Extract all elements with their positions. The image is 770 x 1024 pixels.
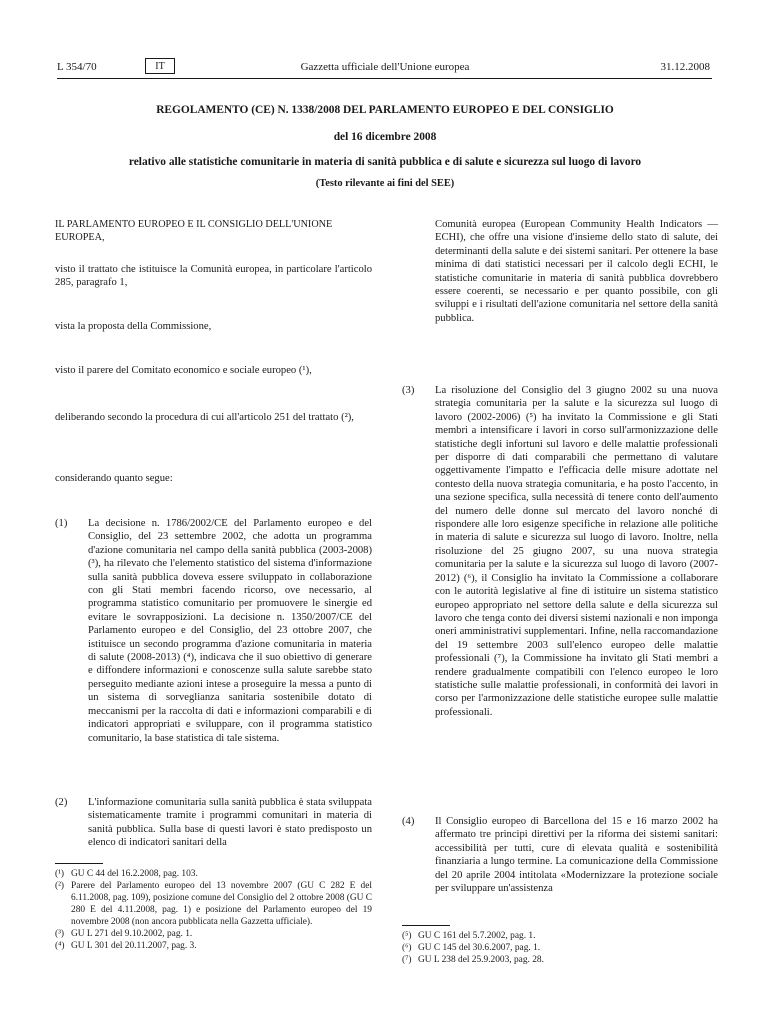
eea-relevance-note: (Testo rilevante ai fini del SEE) xyxy=(315,178,455,189)
recital-2-continued xyxy=(402,218,718,325)
whereas-intro: considerando quanto segue: xyxy=(55,473,173,484)
regulation-subject: relativo alle statistiche comunitarie in materia di sanità pubblica e di salute e sicurezza sul luogo di lavoro xyxy=(128,156,642,168)
recital-text: L'informazione comunitaria sulla sanità pubblica è stata sviluppata sistematicamente tramite i programmi comunitari in materia di sanità pubblica. Sulla base di questi lavori è stato predisposto un elenco di indicatori sanitari della xyxy=(88,797,372,849)
recital-number: (2) xyxy=(55,797,68,808)
recital-2 xyxy=(55,796,372,850)
footnote: (³) GU L 271 del 9.10.2002, pag. 1. xyxy=(55,929,193,939)
enacting-parties: IL PARLAMENTO EUROPEO E IL CONSIGLIO DELL'UNIONE EUROPEA, xyxy=(55,219,333,244)
publication-date: 31.12.2008 xyxy=(660,61,710,73)
footnotes-right xyxy=(402,930,718,966)
regulation-title: REGOLAMENTO (CE) N. 1338/2008 DEL PARLAMENTO EUROPEO E DEL CONSIGLIO xyxy=(156,104,614,116)
header-divider xyxy=(57,78,712,79)
recital-number: (4) xyxy=(402,816,415,827)
citation-procedure: deliberando secondo la procedura di cui all'articolo 251 del trattato (²), xyxy=(55,412,354,423)
citation-proposal: vista la proposta della Commissione, xyxy=(55,321,212,332)
recital-text: La decisione n. 1786/2002/CE del Parlamento europeo e del Consiglio, del 23 settembre 2002, che adotta un programma d'azione comunitaria nel campo della sanità pubblica (2003-2008) (³), ha rilevato che l'elemento statistico del sistema d'informazione sulla sanità pubblica doveva essere sviluppato in collaborazione con gli Stati membri facendo ricorso, ove necessario, al programma statistico comunitario per promuovere le sinergie ed evitare le sovrapposizioni. La decisione n. 1350/2007/CE del Parlamento europeo e del Consiglio, del 23 ottobre 2007, che istituisce un secondo programma d'azione comunitaria in materia di salute (2008-2013) (⁴), indicava che il suo obiettivo di generare e diffondere informazioni e conoscenze sulla salute sarebbe stato perseguito mediante azioni intese a proseguire la messa a punto di un sistema di sorveglianza sanitaria sostenibile dotato di meccanismi per la raccolta di dati e informazioni comparabili e di indicatori appropriati e sviluppare, con il programma statistico comunitario, la base statistica di tale sistema. xyxy=(88,518,372,744)
language-badge: IT xyxy=(145,58,175,74)
recital-text: Il Consiglio europeo di Barcellona del 15 e 16 marzo 2002 ha affermato tre principi direttivi per la riforma dei sistemi sanitari: accessibilità per tutti, cure di elevata qualità e sostenibilità finanziaria a lungo termine. La comunicazione della Commissione del 20 aprile 2004 intitolata «Modernizzare la protezione sociale per sviluppare un'assistenza xyxy=(435,816,718,895)
footnote: (⁷) GU L 238 del 25.9.2003, pag. 28. xyxy=(402,955,544,965)
recital-1 xyxy=(55,517,372,745)
regulation-date: del 16 dicembre 2008 xyxy=(333,131,437,143)
footnote: (⁵) GU C 161 del 5.7.2002, pag. 1. xyxy=(402,931,536,941)
footnote: (⁶) GU C 145 del 30.6.2007, pag. 1. xyxy=(402,943,541,953)
recital-text: Comunità europea (European Community Health Indicators — ECHI), che offre una visione d'insieme dello stato di salute, dei determinanti della salute e dei sistemi sanitari. Per ottenere la base minima di dati statistici necessari per il calcolo degli ECHI, le statistiche comunitarie in materia di sanità pubblica dovrebbero essere coerenti, se necessario e per quanto possibile, con gli sviluppi e i risultati dell'azione comunitaria nel settore della sanità pubblica. xyxy=(435,219,718,324)
page-reference: L 354/70 xyxy=(57,61,97,73)
footnote: (¹) GU C 44 del 16.2.2008, pag. 103. xyxy=(55,869,198,879)
footnote-divider xyxy=(402,925,450,926)
footnote: (²) Parere del Parlamento europeo del 13 novembre 2007 (GU C 282 E del 6.11.2008, pag. 109), posizione comune del Consiglio del 2 ottobre 2008 (GU C 280 E del 4.11.2008, pag. 1) e posizione del Parlamento europeo del 19 novembre 2008 (non ancora pubblicata nella Gazzetta ufficiale). xyxy=(55,881,372,927)
citation-esc-opinion: visto il parere del Comitato economico e sociale europeo (¹), xyxy=(55,365,312,376)
footnote-divider xyxy=(55,863,103,864)
journal-title: Gazzetta ufficiale dell'Unione europea xyxy=(300,61,470,73)
citation-treaty: visto il trattato che istituisce la Comunità europea, in particolare l'articolo 285, paragrafo 1, xyxy=(55,264,372,289)
footnotes-left xyxy=(55,868,372,952)
title-block xyxy=(100,103,670,190)
recital-text: La risoluzione del Consiglio del 3 giugno 2002 su una nuova strategia comunitaria per la salute e la sicurezza sul luogo di lavoro (2002-2006) (⁵) ha invitato la Commissione e gli Stati membri a intensificare i lavori in corso sull'armonizzazione delle statistiche degli infortuni sul lavoro e delle malattie professionali per disporre di dati comparabili che permettano di valutare oggettivamente l'impatto e l'efficacia delle misure adottate nel contesto della nuova strategia comunitaria, e ha posto l'accento, in una sezione specifica, sulla necessità di tenere conto dell'aumento del numero delle donne sul mercato del lavoro nonché di rispondere alle loro esigenze specifiche in relazione alle politiche in materia di salute e sicurezza sul luogo di lavoro. Inoltre, nella risoluzione del 25 giugno 2007, su una nuova strategia comunitaria per la salute e la sicurezza sul luogo di lavoro (2007-2012) (⁶), il Consiglio ha invitato la Commissione a collaborare con le autorità legislative al fine di istituire un sistema statistico europeo appropriato nel settore della salute e della sicurezza sul lavoro che tenga conto dei diversi sistemi nazionali e non imponga oneri amministrativi supplementari. Infine, nella raccomandazione del 19 settembre 2003 sull'elenco europeo delle malattie professionali (⁷), la Commissione ha invitato gli Stati membri a rendere gradualmente compatibili con l'elenco europeo le loro statistiche sulle malattie professionali, in conformità dei lavori in corso per l'armonizzazione delle statistiche europee sulle malattie professionali. xyxy=(435,385,719,718)
footnote: (⁴) GU L 301 del 20.11.2007, pag. 3. xyxy=(55,941,197,951)
recital-3 xyxy=(402,384,718,719)
recital-4 xyxy=(402,815,718,895)
recital-number: (3) xyxy=(402,385,415,396)
recital-number: (1) xyxy=(55,518,68,529)
